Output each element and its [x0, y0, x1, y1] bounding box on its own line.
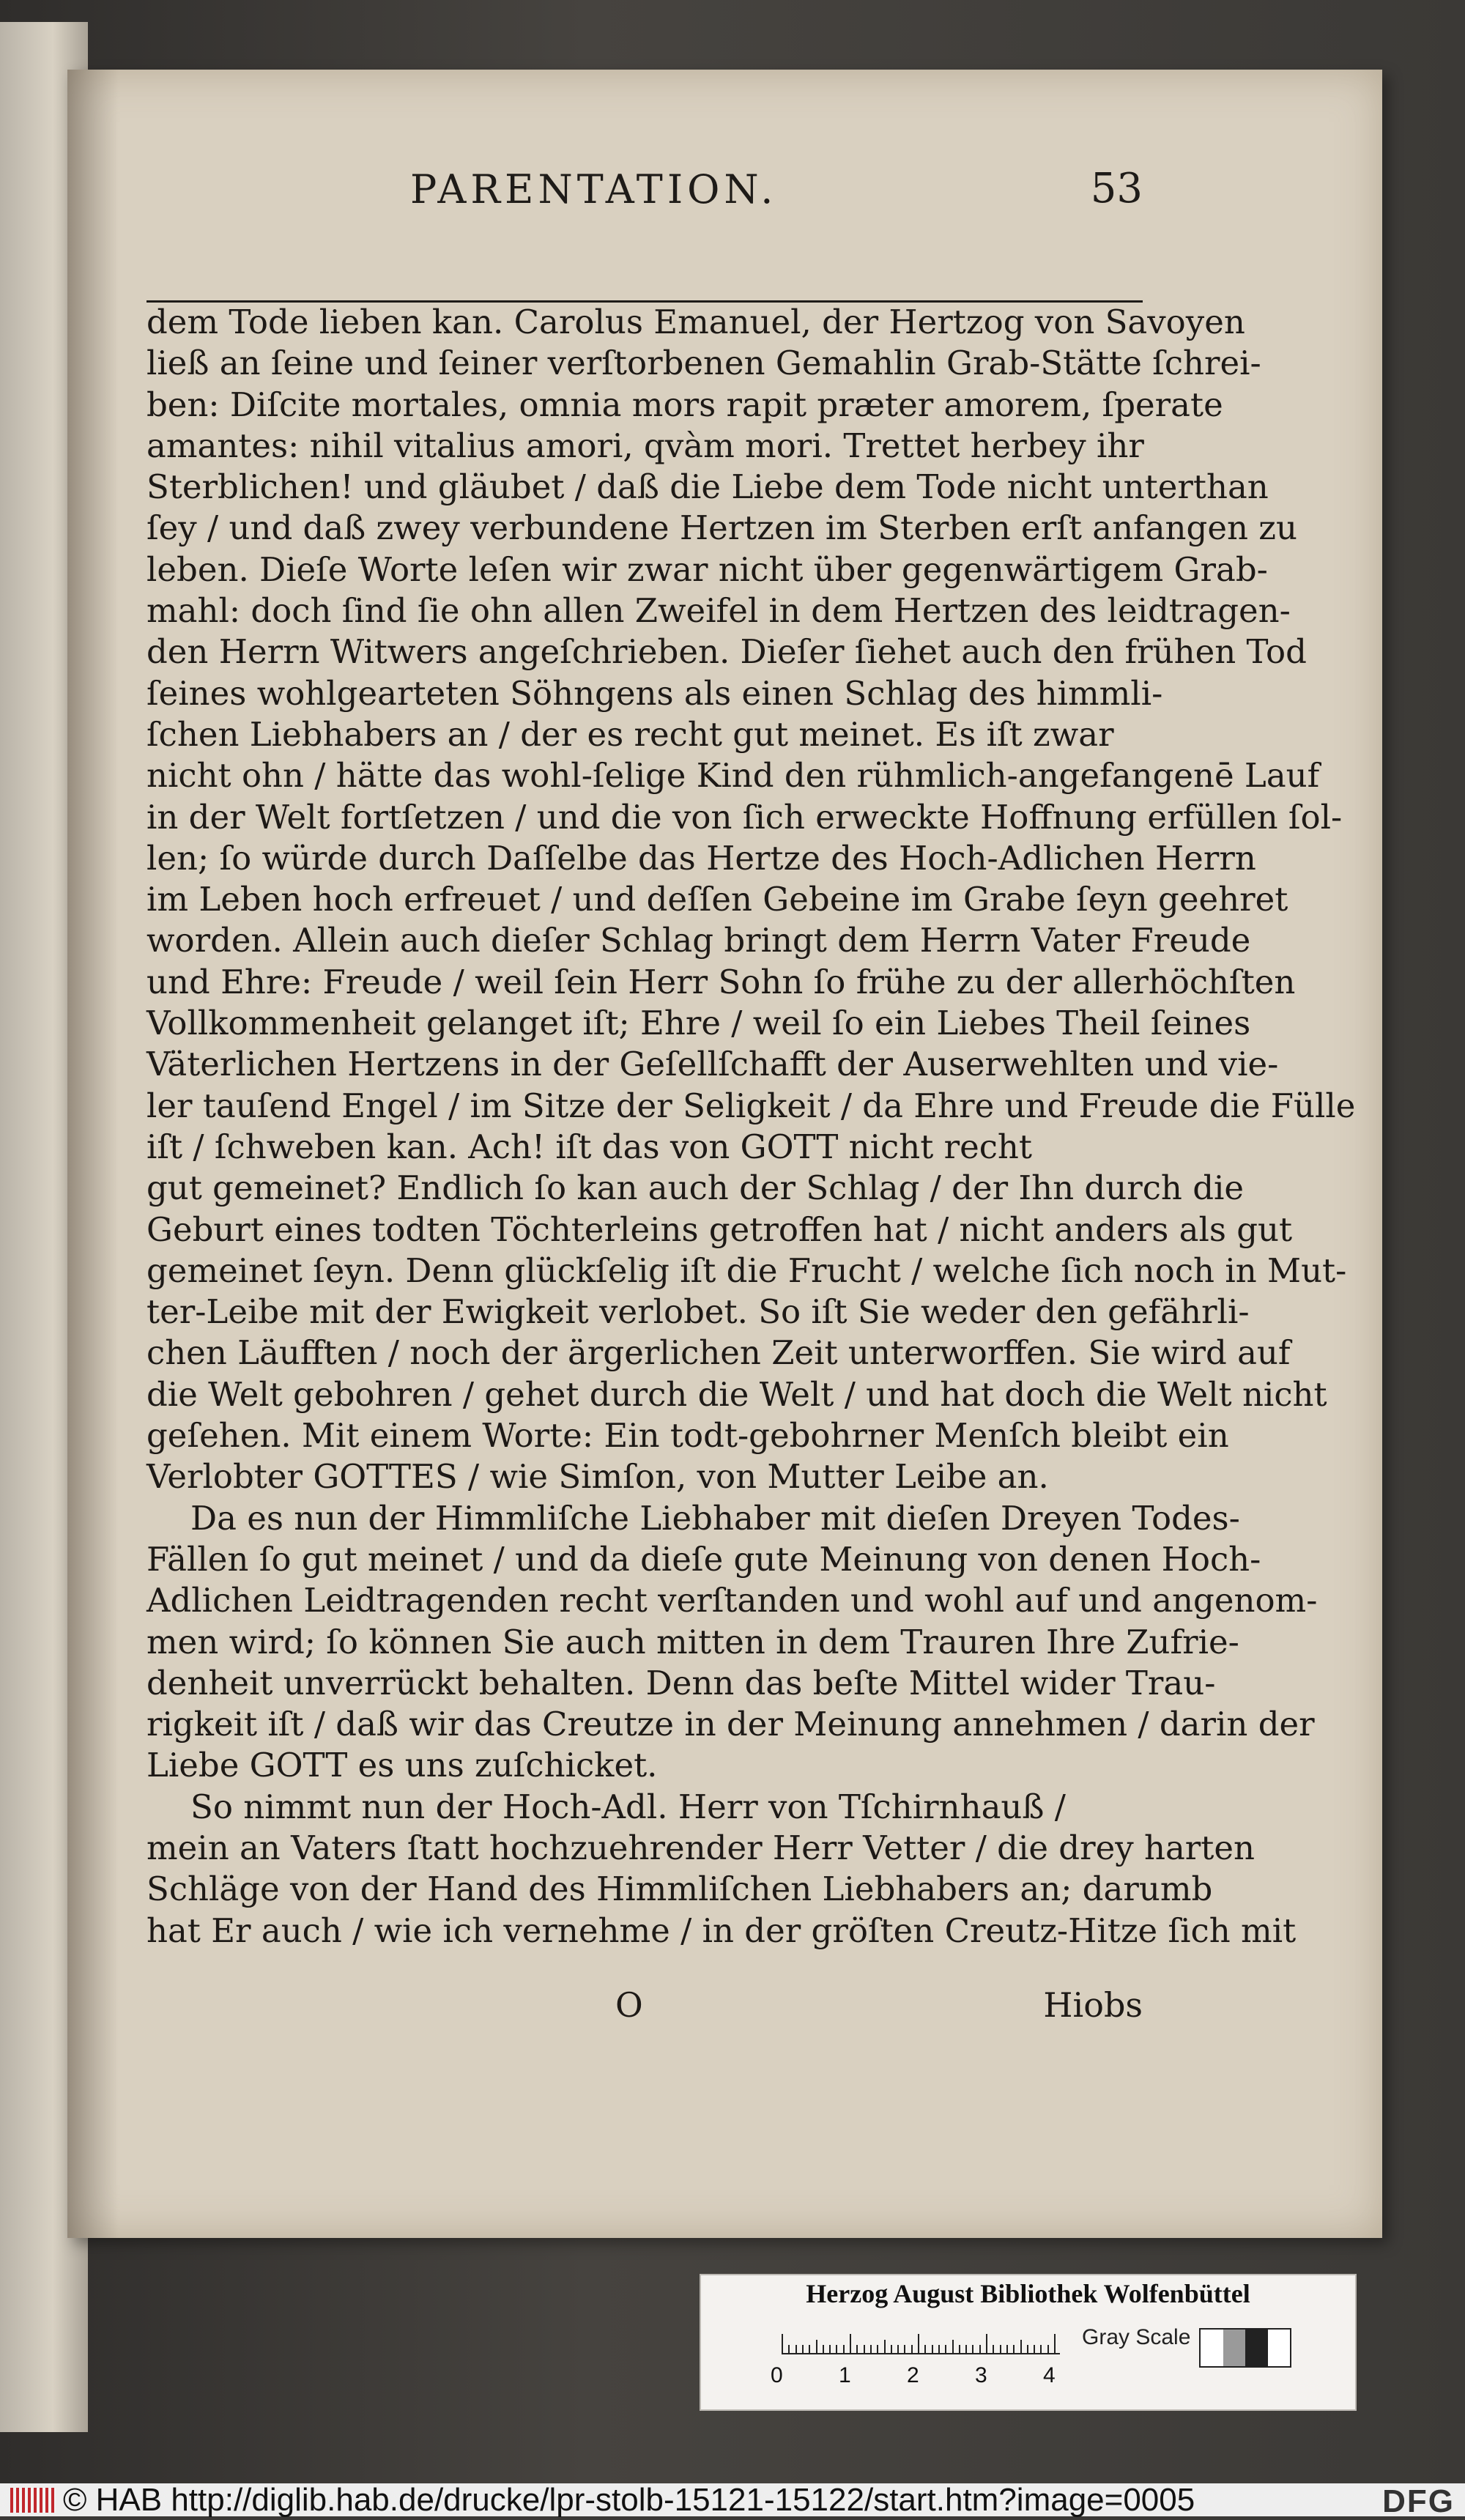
body-text — [146, 302, 1356, 1952]
text-line: Liebe GOTT es uns zuſchicket. — [146, 1746, 658, 1785]
text-line: ließ an ſeine und ſeiner verſtorbenen Gemahlin Grab-Stätte ſchrei- — [146, 344, 1261, 383]
text-line: Schläge von der Hand des Himmliſchen Liebhabers an; darumb — [146, 1869, 1213, 1909]
text-line: chen Läufften / noch der ärgerlichen Zeit unterworffen. Sie wird auf — [146, 1333, 1291, 1373]
text-line: Da es nun der Himmliſche Liebhaber mit dieſen Dreyen Todes- — [190, 1498, 1240, 1538]
text-line: Väterlichen Hertzens in der Geſellſchafft der Auserwehlten und vie- — [146, 1045, 1279, 1084]
text-line: geſehen. Mit einem Worte: Ein todt-gebohrner Menſch bleibt ein — [146, 1416, 1229, 1456]
text-line: gemeinet ſeyn. Denn glückſelig iſt die Frucht / welche ſich noch in Mut- — [146, 1250, 1347, 1290]
scale-ruler — [782, 2325, 1060, 2362]
text-line: ſchen Liebhabers an / der es recht gut meinet. Es iſt zwar — [146, 714, 1114, 754]
dfg-logo: DFG — [1382, 2483, 1455, 2519]
scale-number: 2 — [907, 2363, 919, 2387]
text-line: Sterblichen! und gläubet / daß die Liebe dem Tode nicht unterthan — [146, 467, 1269, 507]
text-line: und Ehre: Freude / weil ſein Herr Sohn ſo frühe zu der allerhöchſten — [146, 962, 1296, 1001]
text-line: ſeines wohlgearteten Söhngens als einen Schlag des himmli- — [146, 673, 1163, 713]
page-header — [410, 165, 1143, 212]
text-line: denheit unverrückt behalten. Denn das beſte Mittel wider Trau- — [146, 1663, 1216, 1702]
signature-mark: O — [615, 1985, 643, 2025]
text-line: len; ſo würde durch Daſſelbe das Hertze des Hoch-Adlichen Herrn — [146, 838, 1256, 878]
text-line: mein an Vaters ſtatt hochzuehrender Herr Vetter / die drey harten — [146, 1828, 1255, 1867]
text-line: hat Er auch / wie ich vernehme / in der gröſten Creutz-Hitze ſich mit — [146, 1911, 1297, 1950]
text-line: im Leben hoch erfreuet / und deſſen Gebeine im Grabe ſeyn geehret — [146, 880, 1288, 919]
bottom-bar — [0, 2481, 1465, 2519]
text-line: leben. Dieſe Worte leſen wir zwar nicht über gegenwärtigem Grab- — [146, 549, 1268, 589]
text-line: worden. Allein auch dieſer Schlag bringt dem Herrn Vater Freude — [146, 921, 1251, 960]
gray-scale-swatch — [1199, 2328, 1291, 2368]
text-line: ter-Leibe mit der Ewigkeit verlobet. So iſt Sie weder den gefährli- — [146, 1292, 1250, 1332]
text-line: dem Tode lieben kan. Carolus Emanuel, der Hertzog von Savoyen — [146, 303, 1245, 341]
page-number: 53 — [1090, 165, 1143, 212]
source-url[interactable]: © HAB http://diglib.hab.de/drucke/lpr-stolb-15121-15122/start.htm?image=0005 — [63, 2481, 1195, 2518]
scale-number: 3 — [975, 2363, 987, 2387]
library-color-target — [700, 2274, 1357, 2411]
scale-number: 4 — [1043, 2363, 1056, 2387]
barcode-icon — [10, 2488, 56, 2513]
text-line: Vollkommenheit gelanget iſt; Ehre / weil ſo ein Liebes Theil ſeines — [146, 1004, 1251, 1043]
text-line: mahl: doch ſind ſie ohn allen Zweifel in dem Hertzen des leidtragen- — [146, 591, 1291, 631]
gray-scale-label: Gray Scale — [1082, 2325, 1191, 2349]
text-line: So nimmt nun der Hoch-Adl. Herr von Tſchirnhauß / — [190, 1787, 1066, 1826]
scale-number: 1 — [839, 2363, 851, 2387]
text-line: den Herrn Witwers angeſchrieben. Dieſer ſiehet auch den frühen Tod — [146, 632, 1307, 672]
text-line: iſt / ſchweben kan. Ach! iſt das von GOTT nicht recht — [146, 1127, 1033, 1166]
text-line: gut gemeinet? Endlich ſo kan auch der Schlag / der Ihn durch die — [146, 1168, 1245, 1208]
text-line: ben: Diſcite mortales, omnia mors rapit præter amorem, ſperate — [146, 385, 1223, 424]
text-line: ſey / und daß zwey verbundene Hertzen im Sterben erſt anfangen zu — [146, 508, 1297, 548]
catchword: Hiobs — [1043, 1985, 1143, 2025]
text-line: Adlichen Leidtragenden recht verſtanden und wohl auf und angenom- — [146, 1581, 1318, 1620]
text-line: nicht ohn / hätte das wohl-ſelige Kind den rühmlich-angefangenē Lauf — [146, 756, 1320, 796]
text-line: amantes: nihil vitalius amori, qvàm mori. Trettet herbey ihr — [146, 426, 1144, 465]
running-title: PARENTATION. — [410, 166, 778, 212]
text-line: ler tauſend Engel / im Sitze der Seligkeit / da Ehre und Freude die Fülle — [146, 1086, 1356, 1125]
text-line: Geburt eines todten Töchterleins getroffen hat / nicht anders als gut — [146, 1209, 1293, 1249]
text-line: die Welt gebohren / gehet durch die Welt / und hat doch die Welt nicht — [146, 1374, 1327, 1414]
text-line: men wird; ſo können Sie auch mitten in dem Trauren Ihre Zufrie- — [146, 1622, 1239, 1661]
library-title: Herzog August Bibliothek Wolfenbüttel — [806, 2279, 1250, 2308]
text-line: rigkeit iſt / daß wir das Creutze in der Meinung annehmen / darin der — [146, 1705, 1315, 1744]
text-line: in der Welt fortſetzen / und die von ſich erweckte Hoffnung erfüllen ſol- — [146, 797, 1343, 837]
text-line: Verlobter GOTTES / wie Simſon, von Mutter Leibe an. — [146, 1457, 1049, 1497]
text-line: Fällen ſo gut meinet / und da dieſe gute Meinung von denen Hoch- — [146, 1539, 1261, 1579]
scale-number: 0 — [771, 2363, 783, 2387]
page-footer — [146, 1985, 1143, 2037]
